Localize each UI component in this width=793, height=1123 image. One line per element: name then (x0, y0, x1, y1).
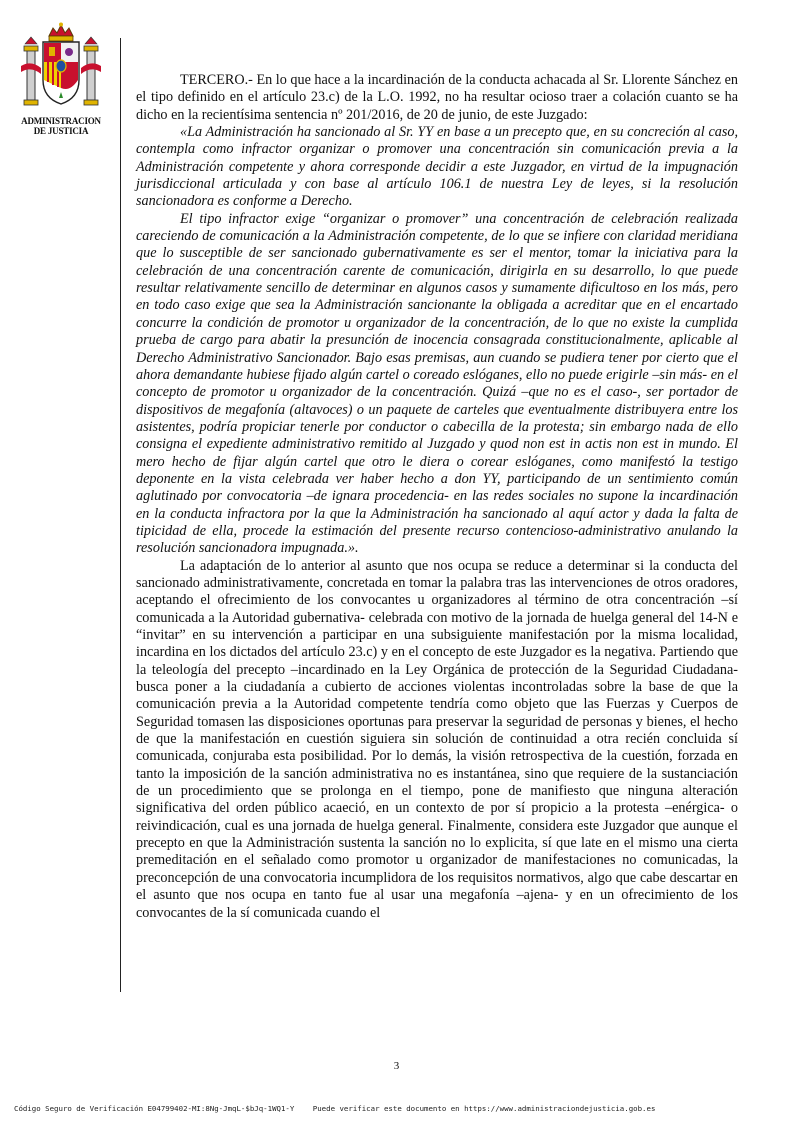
coat-of-arms-logo (14, 22, 108, 140)
spanish-coat-of-arms-icon (19, 22, 103, 114)
logo-line-1: ADMINISTRACION (21, 116, 101, 126)
page-number: 3 (393, 1060, 400, 1072)
logo-line-2: DE JUSTICIA (33, 126, 89, 136)
quote-paragraph-2: El tipo infractor exige “organizar o promover” una concentración de celebración realizada careciendo de comunicación a la Administración competente, de lo que se infiere con claridad meridiana que lo susceptible de ser sancionado gubernativamente es ser el mentor, tomar la iniciativa para la celebración de una concentración carente de comunicación, dirigirla en su desarrollo, lo que puede resultar relativamente sencillo de determinar en algunos casos y sumamente dificultoso en los más, pero en todo caso exige que sea la Administración sancionante la obligada a acreditar que en el encartado concurre la condición de promotor u organizador de la concentración, de lo que no existe la cumplida prueba de cargo para abatir la presunción de inocencia consagrada constitucionalmente, aplicable al Derecho Administrativo Sancionador. Bajo esas premisas, aun cuando se pudiera tener por cierto que el ahora demandante hubiese fijado algún cartel o coreado eslóganes, ello no puede erigirle –sin más- en el concepto de promotor u organizador de la concentración. Quizá –que no es el caso-, ser portador de dispositivos de megafonía (altavoces) o un paquete de carteles que eventualmente distribuyera entre los asistentes, podría propiciar tenerle por conductor o cabecilla de la protesta; sin embargo nada de ello consigna el expediente administrativo remitido al Juzgado y quod non est in actis non est in mundo. El mero hecho de fijar algún cartel que otro le diera o corear eslóganes, como manifestó la testigo deponente en la vista celebrada ver haber hecho a don YY, participando de un sentimiento común aglutinado por convocatoria –de ignara procedencia- en las redes sociales no supone la incardinación en la conducta infractora por la que la Administración ha sancionado al aquí actor y dada la falta de tipicidad de ella, procede la estimación del presente recurso contencioso-administrativo anulando la resolución sancionadora impugnada.». (136, 210, 738, 557)
verification-url-text: Puede verificar este documento en https://www.administraciondejusticia.gob.es (312, 1104, 656, 1113)
verification-code: Código Seguro de Verificación E04799402-MI:8Ng-JmqL-$bJq-1WQ1-Y (14, 1104, 295, 1113)
paragraph-tercero: TERCERO.- En lo que hace a la incardinación de la conducta achacada al Sr. Llorente Sánchez en el tipo definido en el artículo 23.c) de la L.O. 1992, no ha resultar ocioso traer a colación cuanto se ha dicho en la recientísima sentencia nº 201/2016, de 20 de junio, de este Juzgado: (136, 72, 738, 123)
verification-footer (14, 1104, 669, 1113)
paragraph-adaptacion: La adaptación de lo anterior al asunto que nos ocupa se reduce a determinar si la conducta del sancionado administrativamente, concretada en tomar la palabra tras las intervenciones de otros oradores, aceptando el ofrecimiento de los convocantes u organizadores al término de otra concentración –sí comunicada a la Autoridad gubernativa- celebrada con motivo de la jornada de huelga general del 14-N e “invitar” en su intervención a participar en una subsiguiente manifestación por la misma localidad, incardina en los dictados del artículo 23.c) y en el concepto de este Juzgador es la negativa. Partiendo que la teleología del precepto –incardinado en la Ley Orgánica de protección de la Seguridad Ciudadana- busca poner a la ciudadanía a cubierto de acciones violentas incontroladas sobre la base de que la comunicación previa a la Autoridad competente tendría como objeto que las Fuerzas y Cuerpos de Seguridad tomasen las disposiciones oportunas para preservar la seguridad de personas y bienes, el hecho de que la manifestación en cuestión siguiera sin solución de continuidad a otra recién concluida sí comunicada, conjuraba esta posibilidad. Por lo demás, la visión retrospectiva de la cuestión, forzada en tanto la imposición de la sanción administrativa no es instantánea, sino que requiere de la sustanciación de un procedimiento que se prolonga en el tiempo, pone de manifiesto que ninguna alteración significativa del orden público acaeció, en un contexto de por sí propicio a la protesta –enérgica- o reivindicación, cual es una jornada de huelga general. Finalmente, considera este Juzgador que aunque el precepto en que la Administración sustenta la sanción no lo explicita, sí que late en el mismo una cierta premeditación en el señalado como promotor u organizador de manifestaciones no comunicadas, la preconcepción de una convocatoria incumplidora de los requisitos normativos, algo que cabe descartar en el asunto que nos ocupa en tanto fue al usar una megafonía –ajena- y en un ofrecimiento de los convocantes de la sí comunicada cuando el (136, 557, 738, 921)
quote-paragraph-1: «La Administración ha sancionado al Sr. YY en base a un precepto que, en su concreción al caso, contempla como infractor organizar o promover una concentración sin comunicación previa a la Administración competente y ahora corresponde decidir a este Juzgador, en virtud de la impugnación jurisdiccional articulada y con base al artículo 106.1 de nuestra Ley de leyes, si la resolución sancionadora es conforme a Derecho. (136, 124, 738, 210)
document-body (136, 72, 738, 922)
margin-rule (120, 38, 121, 992)
